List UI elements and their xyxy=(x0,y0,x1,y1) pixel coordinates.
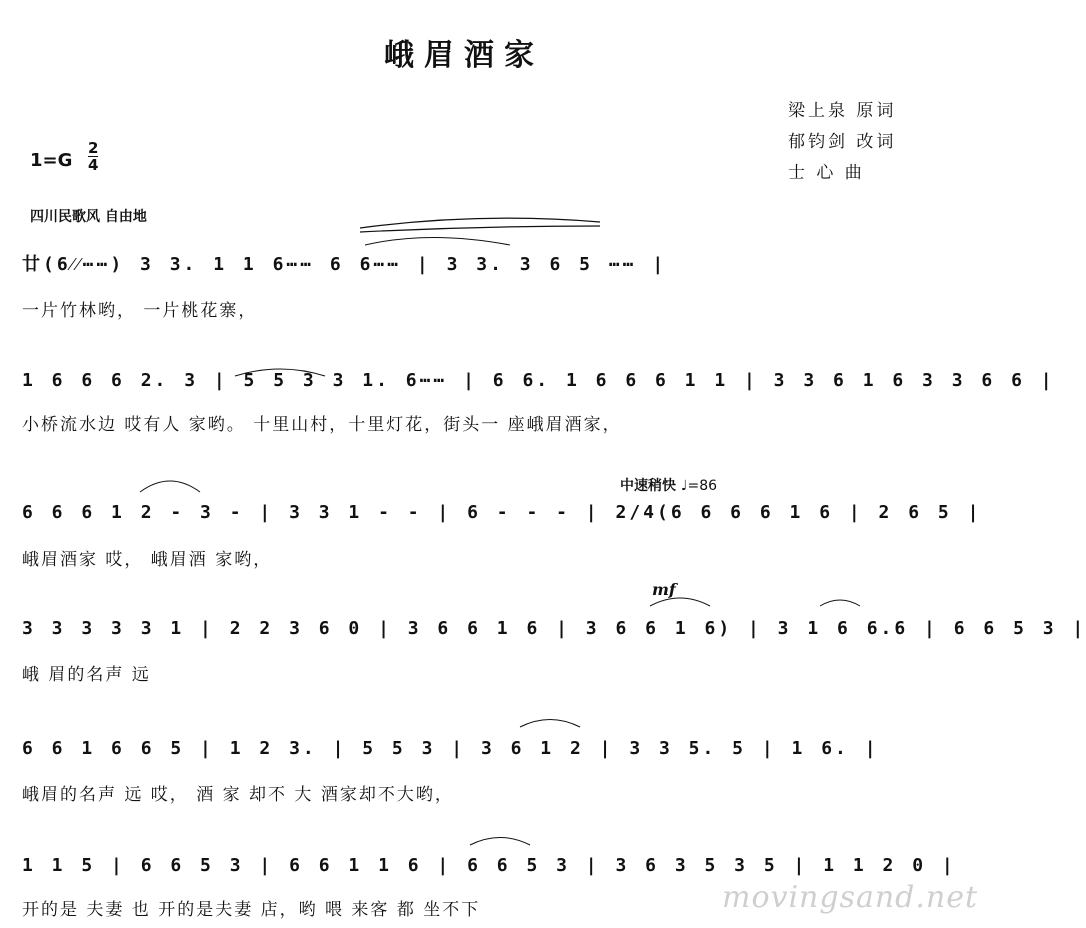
notation-line-1: 廿(6⁄⁄⋯⋯) 3 3. 1 1 6⋯⋯ 6 6⋯⋯ | 3 3. 3 6 5 ⋯⋯ | xyxy=(22,254,667,275)
time-signature-top: 2 xyxy=(88,139,99,157)
lyric-line-2: 小桥流水边 哎有人 家哟。 十里山村，十里灯花，街头一 座峨眉酒家， xyxy=(22,415,622,435)
lyric-line-1: 一片竹林哟， 一片桃花寨， xyxy=(22,301,258,321)
slur xyxy=(650,598,710,606)
slur xyxy=(470,838,530,846)
slur xyxy=(140,481,200,492)
dynamic-hairpin-lower xyxy=(360,226,600,232)
metronome-mark: ♩=86 xyxy=(680,478,718,494)
lyric-line-5: 峨眉的名声 远 哎， 酒 家 却不 大 酒家却不大哟， xyxy=(22,785,454,805)
notation-line-2: 1 6 6 6 2. 3 | 5 5 3 3 1. 6⋯⋯ | 6 6. 1 6 6 6 1 1 | 3 3 6 1 6 3 3 6 6 | xyxy=(22,370,1055,391)
tempo-label: 中速稍快 xyxy=(620,478,676,494)
dynamic-marking: mf xyxy=(652,580,676,599)
slur xyxy=(365,238,510,246)
credit-reviser: 郁钧剑 改词 xyxy=(788,132,897,152)
notation-line-5: 6 6 1 6 6 5 | 1 2 3. | 5 5 3 | 3 6 1 2 | 3 3 5. 5 | 1 6. | xyxy=(22,738,879,759)
lyric-line-4: 峨 眉的名声 远 xyxy=(22,665,151,685)
lyric-line-3: 峨眉酒家 哎， 峨眉酒 家哟， xyxy=(22,550,273,570)
time-signature-bottom: 4 xyxy=(88,156,99,174)
song-title: 峨眉酒家 xyxy=(384,38,544,73)
notation-line-6: 1 1 5 | 6 6 5 3 | 6 6 1 1 6 | 6 6 5 3 | 3 6 3 5 3 5 | 1 1 2 0 | xyxy=(22,855,956,876)
watermark: movingsand.net xyxy=(722,880,979,915)
notation-line-3: 6 6 6 1 2 - 3 - | 3 3 1 - - | 6 - - - | 2/4(6 6 6 6 1 6 | 2 6 5 | xyxy=(22,502,982,523)
slur xyxy=(235,369,325,376)
slur xyxy=(820,600,860,606)
key-signature: 1=G xyxy=(30,150,73,171)
credit-composer: 士 心 曲 xyxy=(788,163,865,183)
credit-lyricist: 梁上泉 原词 xyxy=(788,101,897,121)
notation-line-4: 3 3 3 3 3 1 | 2 2 3 6 0 | 3 6 6 1 6 | 3 6 6 1 6) | 3 1 6 6.6 | 6 6 5 3 | xyxy=(22,618,1086,639)
slur xyxy=(520,720,580,728)
style-marking: 四川民歌风 自由地 xyxy=(30,209,147,225)
lyric-line-6: 开的是 夫妻 也 开的是夫妻 店，哟 喂 来客 都 坐不下 xyxy=(22,900,481,920)
